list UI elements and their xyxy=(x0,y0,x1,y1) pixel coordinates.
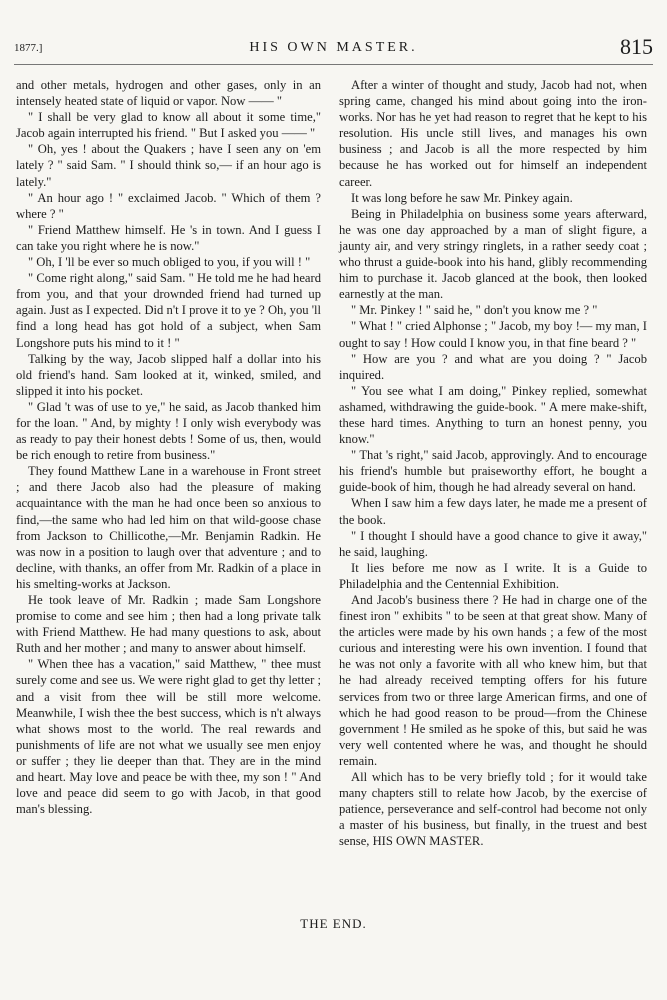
paragraph: " That 's right," said Jacob, approvingly. And to encourage his friend's humble but praiseworthy effort, he bought a guide-book of him, though he had already several on hand. xyxy=(339,448,647,495)
paragraph: " Mr. Pinkey ! " said he, " don't you know me ? " xyxy=(351,303,598,318)
paragraph: They found Matthew Lane in a warehouse in Front street ; and there Jacob also had the pleasure of making acquaintance with the man he had once been so anxious to find,—the same who had led him on that wild-goose chase from Jackson to Chillicothe,—Mr. Benjamin Radkin. He was now in a position to laugh over that adventure ; and to decline, with thanks, an offer from Mr. Radkin of a place in his smelting-works at Jackson. xyxy=(16,464,321,591)
paragraph: All which has to be very briefly told ; for it would take many chapters still to relate how Jacob, by the exercise of patience, perseverance and self-control had become not only a master of his business, but finally, in the truest and best sense, HIS OWN MASTER. xyxy=(339,770,647,849)
the-end: THE END. xyxy=(300,916,367,931)
header-rule xyxy=(14,64,653,65)
paragraph: and other metals, hydrogen and other gases, only in an intensely heated state of liquid or vapor. Now —— " xyxy=(16,78,321,109)
left-column xyxy=(16,77,321,817)
paragraph: " Oh, I 'll be ever so much obliged to you, if you will ! " xyxy=(28,255,311,270)
right-column xyxy=(339,77,647,850)
paragraph: " What ! " cried Alphonse ; " Jacob, my boy !— my man, I ought to say ! How could I know you, in that fine beard ? " xyxy=(339,319,647,350)
paragraph: Talking by the way, Jacob slipped half a dollar into his old friend's hand. Sam looked at it, winked, smiled, and slipped it into his pocket. xyxy=(16,351,321,398)
header-year: 1877.] xyxy=(14,42,43,54)
paragraph: It was long before he saw Mr. Pinkey again. xyxy=(351,190,573,205)
paragraph: After a winter of thought and study, Jacob had not, when spring came, changed his mind about going into the iron-works. Nor has he yet had reason to regret that he kept to his resolution. His uncle still lives, and manages his own business ; and Jacob is all the more respected by him because he has worked out for himself an independent career. xyxy=(339,78,647,189)
paragraph: " Oh, yes ! about the Quakers ; have I seen any on 'em lately ? " said Sam. " I should think so,— if an hour ago is lately." xyxy=(16,142,321,189)
paragraph: " When thee has a vacation," said Matthew, " thee must surely come and see us. We were right glad to get thy letter ; and a visit from thee will be still more welcome. Meanwhile, I wish thee the best success, which is n't always what shows most to the world. The real rewards and punishments of life are not what we usually see men enjoy or suffer ; they lie deeper than that. They are in the mind and heart. May love and peace be with thee, my son ! " And love and peace did seem to go with Jacob, in that good man's blessing. xyxy=(16,657,321,817)
paragraph: When I saw him a few days later, he made me a present of the book. xyxy=(339,496,647,527)
paragraph: " Friend Matthew himself. He 's in town. And I guess I can take you right where he is now." xyxy=(16,222,321,253)
page-number: 815 xyxy=(620,34,653,59)
paragraph: " Glad 't was of use to ye," he said, as Jacob thanked him for the loan. " And, by mighty ! I only wish everybody was as ready to pay their honest debts ! Some of us, then, would be rich enough to retire from business." xyxy=(16,399,321,463)
paragraph: It lies before me now as I write. It is a Guide to Philadelphia and the Centennial Exhibition. xyxy=(339,560,647,591)
paragraph: " You see what I am doing," Pinkey replied, somewhat ashamed, withdrawing the guide-book. " A mere make-shift, these hard times. Anything to turn an honest penny, you know." xyxy=(339,383,647,447)
paragraph: Being in Philadelphia on business some years afterward, he was one day approached by a man of slight figure, a jaunty air, and very stringy ringlets, in a rather seedy coat ; who thrust a guide-book into his hand, glibly recommending him to purchase it. Jacob glanced at the book, then looked earnestly at the man. xyxy=(339,206,647,302)
running-header xyxy=(14,34,653,60)
paragraph: " I shall be very glad to know all about it some time," Jacob again interrupted his friend. " But I asked you —— " xyxy=(16,110,321,141)
paragraph: " Come right along," said Sam. " He told me he had heard from you, and that your drownded friend had turned up again. Just as I expected. Did n't I prove it to ye ? Oh, you 'll find a long head has got hold of a subject, when Sam Longshore puts his mind to it ! " xyxy=(16,271,321,350)
paragraph: " How are you ? and what are you doing ? " Jacob inquired. xyxy=(339,351,647,382)
paragraph: He took leave of Mr. Radkin ; made Sam Longshore promise to come and see him ; then had a long private talk with Friend Matthew. He had many questions to ask, about Ruth and her mother ; and many to answer about himself. xyxy=(16,593,321,656)
paragraph: " I thought I should have a good chance to give it away," he said, laughing. xyxy=(339,528,647,559)
paragraph: " An hour ago ! " exclaimed Jacob. " Which of them ? where ? " xyxy=(16,190,321,221)
paragraph: And Jacob's business there ? He had in charge one of the finest iron " exhibits " to be seen at that great show. Many of the articles were made by his own hands ; a few of the most curious and interesting were his own invention. I found that he was not only a favorite with all who knew him, but that he had already received tempting offers for his future services from two or three large American firms, and one of which he had good reason to be proud—from the Chinese government ! He smiled as he spoke of this, but said he was very well contented where he was, and thought he should remain. xyxy=(339,593,647,768)
header-title: HIS OWN MASTER. xyxy=(249,40,418,55)
